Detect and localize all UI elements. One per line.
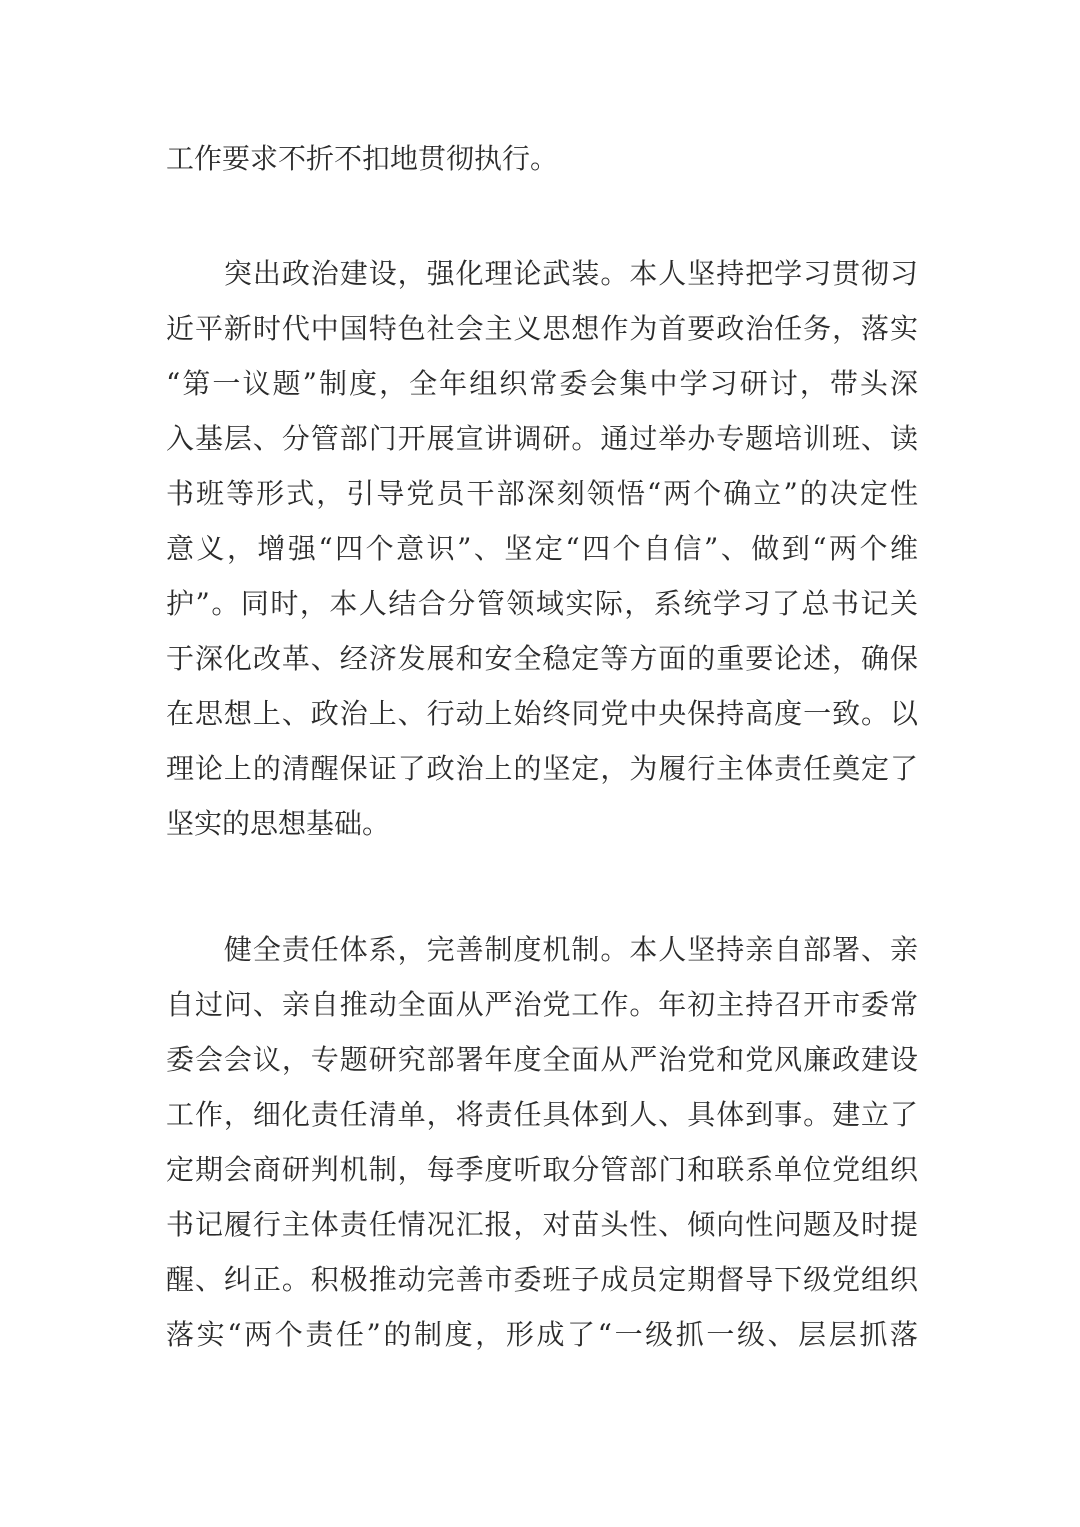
text-line: 于深化改革、经济发展和安全稳定等方面的重要论述，确保: [166, 642, 918, 675]
text-line: 意义，增强“四个意识”、坚定“四个自信”、做到“两个维: [166, 532, 918, 565]
text-line: 在思想上、政治上、行动上始终同党中央保持高度一致。以: [166, 697, 918, 730]
text-line: 书记履行主体责任情况汇报，对苗头性、倾向性问题及时提: [166, 1208, 918, 1241]
text-line: 工作，细化责任清单，将责任具体到人、具体到事。建立了: [166, 1098, 918, 1131]
text-line: 落实“两个责任”的制度，形成了“一级抓一级、层层抓落: [166, 1318, 918, 1351]
text-line: 理论上的清醒保证了政治上的坚定，为履行主体责任奠定了: [166, 752, 918, 785]
paragraph-1: [166, 131, 918, 186]
text-line: 定期会商研判机制，每季度听取分管部门和联系单位党组织: [166, 1153, 918, 1186]
text-line: 自过问、亲自推动全面从严治党工作。年初主持召开市委常: [166, 988, 918, 1021]
text-line: 护”。同时，本人结合分管领域实际，系统学习了总书记关: [166, 587, 918, 620]
text-line: 委会会议，专题研究部署年度全面从严治党和党风廉政建设: [166, 1043, 918, 1076]
text-line: 突出政治建设，强化理论武装。本人坚持把学习贯彻习: [166, 257, 918, 290]
text-line: 入基层、分管部门开展宣讲调研。通过举办专题培训班、读: [166, 422, 918, 455]
text-line: 近平新时代中国特色社会主义思想作为首要政治任务，落实: [166, 312, 918, 345]
text-line: 书班等形式，引导党员干部深刻领悟“两个确立”的决定性: [166, 477, 918, 510]
text-line: 醒、纠正。积极推动完善市委班子成员定期督导下级党组织: [166, 1263, 918, 1296]
paragraph-political-building: [166, 246, 918, 851]
text-line: 健全责任体系，完善制度机制。本人坚持亲自部署、亲: [166, 933, 918, 966]
text-line: 坚实的思想基础。: [166, 807, 391, 840]
text-line: “第一议题”制度，全年组织常委会集中学习研讨，带头深: [166, 367, 918, 400]
paragraph-responsibility-system: [166, 922, 918, 1362]
text-line: 工作要求不折不扣地贯彻执行。: [166, 142, 559, 175]
